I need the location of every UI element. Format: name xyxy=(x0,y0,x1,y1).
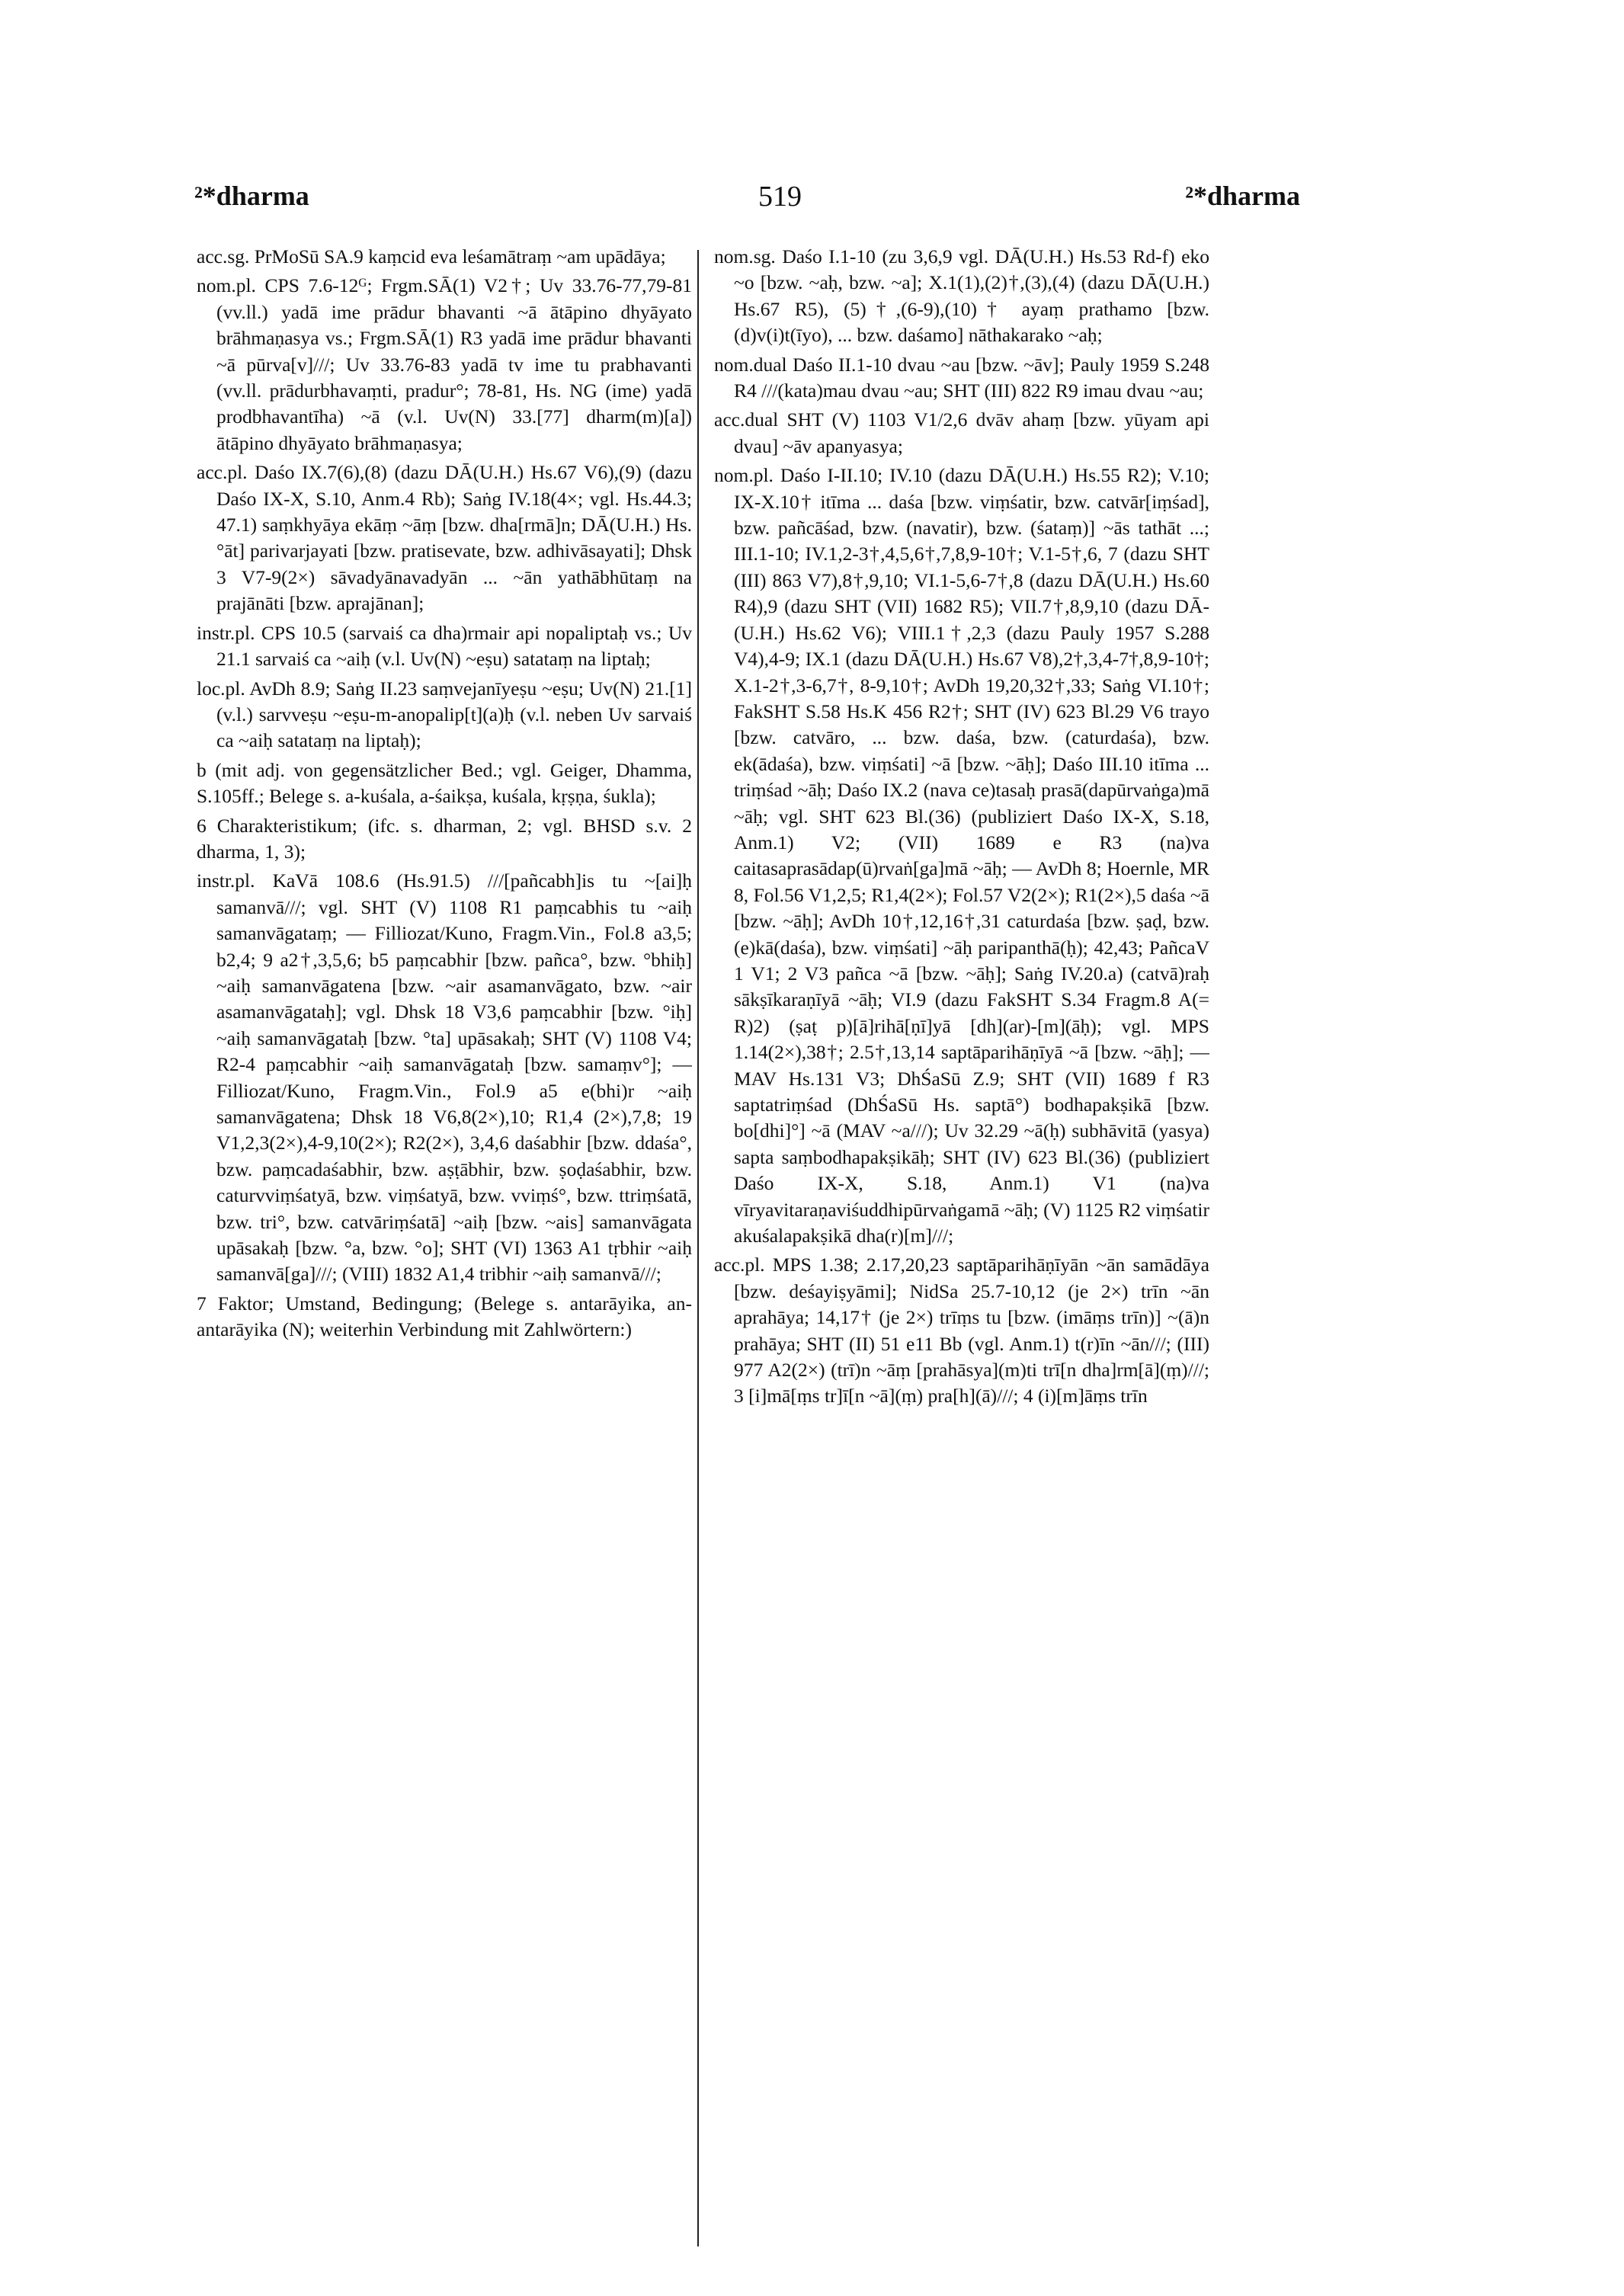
column-divider xyxy=(697,250,699,2246)
sense-b: b (mit adj. von gegensätzlicher Bed.; vgl. Geiger, Dhamma, S.105ff.; Belege s. a-kuśala, a-śaikṣa, kuśala, kṛṣṇa, śukla); xyxy=(197,758,692,808)
entry-acc-pl: acc.pl. Daśo IX.7(6),(8) (dazu DĀ(U.H.) Hs.67 V6),(9) (dazu Daśo IX-X, S.10, Anm.4 Rb); Saṅg IV.18(4×; vgl. Hs.44.3; 47.1) saṃkhyāya ekāṃ ~āṃ [bzw. dha[rmā]n; DĀ(U.H.) Hs. °āt] parivarjayati [bzw. pratisevate, bzw. adhivāsayati]; Dhsk 3 V7-9(2×) sāvadyānavadyān ... ~ān yathābhūtaṃ na prajānāti [bzw. aprajānan]; xyxy=(197,461,692,615)
entry-instr-pl-2: instr.pl. KaVā 108.6 (Hs.91.5) ///[pañcabh]is tu ~[ai]ḥ samanvā///; vgl. SHT (V) 1108 R1 paṃcabhis tu ~aiḥ samanvāgataṃ; — Filliozat/Kuno, Fragm.Vin., Fol.8 a3,5; b2,4; 9 a2†,3,5,6; b5 paṃcabhir [bzw. pañca°, bzw. °bhiḥ] ~aiḥ samanvāgatena [bzw. ~air asamanvāgato, bzw. ~air asamanvāgataḥ]; vgl. Dhsk 18 V3,6 paṃcabhir [bzw. °iḥ] ~aiḥ samanvāgataḥ [bzw. °ta] upāsakaḥ; SHT (V) 1108 V4; R2-4 paṃcabhir ~aiḥ samanvāgataḥ [bzw. samaṃv°]; — Filliozat/Kuno, Fragm.Vin., Fol.9 a5 e(bhi)r ~aiḥ samanvāgatena; Dhsk 18 V6,8(2×),10; R1,4 (2×),7,8; 19 V1,2,3(2×),4-9,10(2×); R2(2×), 3,4,6 daśabhir [bzw. ddaśa°, bzw. paṃcadaśabhir, bzw. aṣṭābhir, bzw. ṣoḍaśabhir, bzw. caturvviṃśatyā, bzw. viṃśatyā, bzw. vviṃś°, bzw. ttriṃśatā, bzw. tri°, bzw. catvāriṃśatā] ~aiḥ [bzw. ~ais] samanvāgata upāsakaḥ [bzw. °a, bzw. °o]; SHT (VI) 1363 A1 tṛbhir ~aiḥ samanvā[ga]///; (VIII) 1832 A1,4 tribhir ~aiḥ samanvā///; xyxy=(197,869,692,1286)
entry-acc-sg: acc.sg. PrMoSū SA.9 kaṃcid eva leśamātraṃ ~am upādāya; xyxy=(197,245,666,267)
right-column xyxy=(714,244,1209,2240)
left-column xyxy=(197,244,692,2240)
entry-nom-pl: nom.pl. CPS 7.6-12ᴳ; Frgm.SĀ(1) V2†; Uv 33.76-77,79-81 (vv.ll.) yadā ime prādur bhavanti ~ā ātāpino dhyāyato brāhmaṇasya vs.; Frgm.SĀ(1) R3 yadā ime prādur bhavanti ~ā pūrva[v]///; Uv 33.76-83 yadā tv ime tu prabhavanti (vv.ll. prādurbhavaṃti, pradur°; 78-81, Hs. NG (ime) yadā prodbhavantīha) ~ā (v.l. Uv(N) 33.[77] dharm(m)[a]) ātāpino dhyāyato brāhmaṇasya; xyxy=(197,274,692,454)
entry-nom-dual: nom.dual Daśo II.1-10 dvau ~au [bzw. ~āv]; Pauly 1959 S.248 R4 ///(kata)mau dvau ~au; SHT (III) 822 R9 imau dvau ~au; xyxy=(714,353,1209,402)
page-number: 519 xyxy=(758,181,802,213)
entry-instr-pl: instr.pl. CPS 10.5 (sarvaiś ca dha)rmair api nopaliptaḥ vs.; Uv 21.1 sarvaiś ca ~aiḥ (v.l. Uv(N) ~eṣu) satataṃ na liptaḥ; xyxy=(197,621,692,671)
entry-nom-pl-2: nom.pl. Daśo I-II.10; IV.10 (dazu DĀ(U.H.) Hs.55 R2); V.10; IX-X.10† itīma ... daśa [bzw. viṃśatir, bzw. catvār[iṃśad], bzw. pañcāśad, bzw. (navatir), bzw. (śataṃ)] ~ās tathāt ...; III.1-10; IV.1,2-3†,4,5,6†,7,8,9-10†; V.1-5†,6, 7 (dazu SHT (III) 863 V7),8†,9,10; VI.1-5,6-7†,8 (dazu DĀ(U.H.) Hs.60 R4),9 (dazu SHT (VII) 1682 R5); VII.7†,8,9,10 (dazu DĀ-(U.H.) Hs.62 V6); VIII.1†,2,3 (dazu Pauly 1957 S.288 V4),4-9; IX.1 (dazu DĀ(U.H.) Hs.67 V8),2†,3,4-7†,8,9-10†; X.1-2†,3-6,7†, 8-9,10†; AvDh 19,20,32†,33; Saṅg VI.10†; FakSHT S.58 Hs.K 456 R2†; SHT (IV) 623 Bl.29 V6 trayo [bzw. catvāro, ... bzw. daśa, bzw. (caturdaśa), bzw. ek(ādaśa), bzw. viṃśati] ~ā [bzw. ~āḥ]; Daśo III.10 itīma ... triṃśad ~āḥ; Daśo IX.2 (nava ce)tasaḥ prasā(dapūrvaṅga)mā ~āḥ; vgl. SHT 623 Bl.(36) (publiziert Daśo IX-X, S.18, Anm.1) V2; (VII) 1689 e R3 (na)va caitasaprasādap(ū)rvaṅ[ga]mā ~āḥ; — AvDh 8; Hoernle, MR 8, Fol.56 V1,2,5; R1,4(2×); Fol.57 V2(2×); R1(2×),5 daśa ~ā [bzw. ~āḥ]; AvDh 10†,12,16†,31 caturdaśa [bzw. ṣaḍ, bzw. (e)kā(daśa), bzw. viṃśati] ~āḥ paripanthā(ḥ); 42,43; PañcaV 1 V1; 2 V3 pañca ~ā [bzw. ~āḥ]; Saṅg IV.20.a) (catvā)raḥ sākṣīkaraṇīyā ~āḥ; VI.9 (dazu FakSHT S.34 Fragm.8 A(= R)2) (ṣaṭ p)[ā]rihā[ṇī]yā [dh](ar)-[m](āḥ); vgl. MPS 1.14(2×),38†; 2.5†,13,14 saptāparihāṇīyā ~ā [bzw. ~āḥ]; — MAV Hs.131 V3; DhŚaSū Z.9; SHT (VII) 1689 f R3 saptatriṃśad (DhŚaSū Hs. saptā°) bodhapakṣikā [bzw. bo[dhi]°] ~ā (MAV ~a///); Uv 32.29 ~ā(ḥ) subhāvitā (yasya) sapta saṃbodhapakṣikāḥ; SHT (IV) 623 Bl.(36) (publiziert Daśo IX-X, S.18, Anm.1) V1 (na)va vīryavitaraṇaviśuddhipūrvaṅgamā ~āḥ; (V) 1125 R2 viṃśatir akuśalapakṣikā dha(r)[m]///; xyxy=(714,464,1209,1247)
entry-acc-pl-2: acc.pl. MPS 1.38; 2.17,20,23 saptāparihāṇīyān ~ān samādāya [bzw. deśayiṣyāmi]; NidSa 25.7-10,12 (je 2×) trīn ~ān aprahāya; 14,17† (je 2×) trīṃs tu [bzw. (imāṃs trīn)] ~(ā)n prahāya; SHT (II) 51 e11 Bb (vgl. Anm.1) t(r)īn ~ān///; (III) 977 A2(2×) (trī)n ~āṃ [prahāsya](m)ti trī[n dha]rm[ā](ṃ)///; 3 [i]mā[ṃs tr]ī[n ~ā](ṃ) pra[h](ā)///; 4 (i)[m]āṃs trīn xyxy=(714,1254,1209,1407)
entry-acc-dual: acc.dual SHT (V) 1103 V1/2,6 dvāv ahaṃ [bzw. yūyam api dvau] ~āv apanyasya; xyxy=(714,408,1209,457)
sense-6: 6 Charakteristikum; (ifc. s. dharman, 2; vgl. BHSD s.v. 2 dharma, 1, 3); xyxy=(197,814,692,863)
sense-7: 7 Faktor; Umstand, Bedingung; (Belege s. antarāyika, an-antarāyika (N); weiterhin Verbindung mit Zahlwörtern:) xyxy=(197,1292,692,1341)
entry-nom-sg: nom.sg. Daśo I.1-10 (zu 3,6,9 vgl. DĀ(U.H.) Hs.53 Rd-f) eko ~o [bzw. ~aḥ, bzw. ~a]; X.1(1),(2)†,(3),(4) (dazu DĀ(U.H.) Hs.67 R5), (5)†,(6-9),(10)† ayaṃ prathamo [bzw. (d)v(i)t(īyo), ... bzw. daśamo] nāthakarako ~aḥ; xyxy=(714,245,1209,347)
running-header xyxy=(0,180,1624,226)
header-right-keyword: ²*dharma xyxy=(1185,181,1300,211)
header-left-keyword: ²*dharma xyxy=(194,181,309,211)
entry-loc-pl: loc.pl. AvDh 8.9; Saṅg II.23 saṃvejanīyeṣu ~eṣu; Uv(N) 21.[1] (v.l.) sarvveṣu ~eṣu-m-anopalip[t](a)ḥ (v.l. neben Uv sarvaiś ca ~aiḥ satataṃ na liptaḥ); xyxy=(197,677,692,752)
